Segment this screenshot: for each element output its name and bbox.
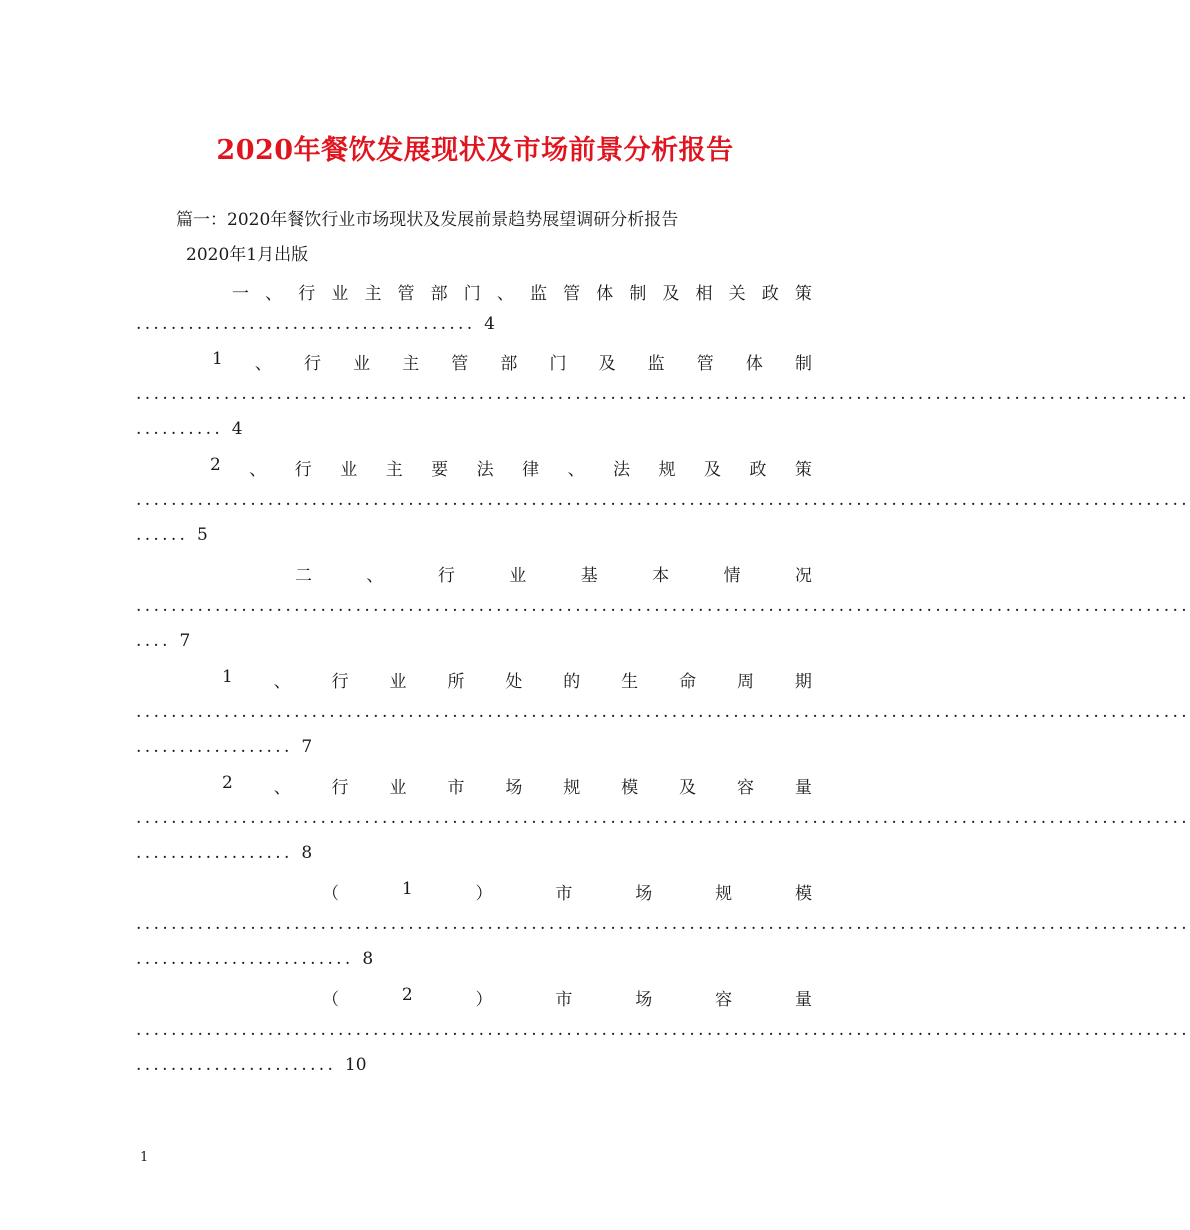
toc-entry-label: 一 、 行 业 主 管 部 门 、 监 管 体 制 及 相 关 政 策 (232, 284, 812, 304)
toc-entry-label: （ 2 ） 市 场 容 量 (322, 985, 812, 1010)
toc-dot-leader: .................. (136, 843, 302, 863)
toc-page-number: 4 (484, 314, 495, 334)
toc-page-ref (136, 737, 312, 759)
toc-page-number: 8 (362, 949, 374, 969)
toc-dot-leader: ........................................................................................................................ (136, 808, 1190, 828)
toc-page-number: 7 (179, 631, 191, 651)
toc-page-ref (136, 525, 208, 547)
toc-page-number: 4 (231, 419, 243, 439)
toc-page-ref (136, 949, 373, 971)
toc-page-number: 10 (344, 1055, 367, 1075)
toc-entry-label: 1 、 行 业 主 管 部 门 及 监 管 体 制 (212, 349, 812, 374)
toc-page-ref (136, 419, 243, 441)
toc-page-number: 5 (196, 525, 208, 545)
publish-date: 2020年1月出版 (186, 245, 309, 265)
toc-dot-leader: ...... (136, 525, 197, 545)
toc-dot-leader: ........................................................................................................................ (136, 1020, 1190, 1040)
toc-page-number: 7 (301, 737, 313, 757)
toc-dot-leader: ....................................... (136, 314, 485, 334)
toc-dot-leader: ........................................................................................................................ (136, 490, 1190, 510)
toc-page-ref (136, 1055, 367, 1077)
toc-dot-leader: .......... (136, 419, 232, 439)
toc-page-ref (136, 843, 312, 865)
toc-page-ref (136, 631, 190, 653)
document-title: 2020年餐饮发展现状及市场前景分析报告 (216, 135, 734, 166)
toc-dot-leader: ........................................................................................................................ (136, 384, 1190, 404)
toc-dot-leader: .................. (136, 737, 302, 757)
toc-dot-leader: ........................................................................................................................ (136, 914, 1190, 934)
toc-entry-label: 2 、 行 业 市 场 规 模 及 容 量 (222, 773, 812, 798)
toc-dot-leader: .... (136, 631, 180, 651)
toc-dot-leader: ......................... (136, 949, 363, 969)
document-subtitle: 篇一：2020年餐饮行业市场现状及发展前景趋势展望调研分析报告 (176, 210, 679, 230)
toc-dot-leader: ....................... (136, 1055, 345, 1075)
toc-entry-label: 二 、 行 业 基 本 情 况 (295, 566, 812, 586)
toc-entry-label: （ 1 ） 市 场 规 模 (322, 879, 812, 904)
toc-page-ref (136, 314, 495, 336)
toc-page-number: 8 (301, 843, 313, 863)
toc-entry-label: 2 、 行 业 主 要 法 律 、 法 规 及 政 策 (210, 455, 812, 480)
toc-entry-label: 1 、 行 业 所 处 的 生 命 周 期 (222, 667, 812, 692)
page-number: 1 (140, 1150, 149, 1165)
toc-dot-leader: ........................................................................................................................ (136, 596, 1190, 616)
toc-dot-leader: ........................................................................................................................ (136, 702, 1190, 722)
